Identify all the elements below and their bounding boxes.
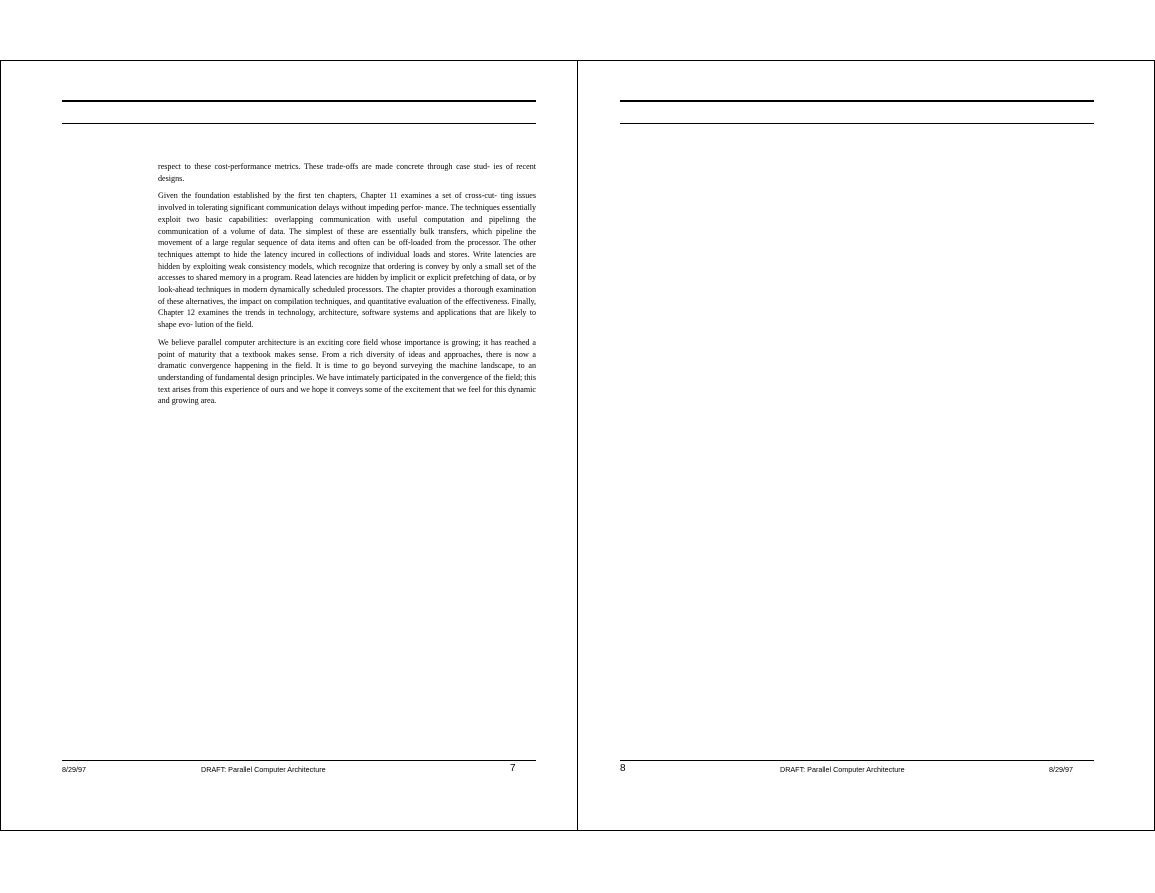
footer-date: 8/29/97 [62, 765, 86, 774]
footer-rule [620, 760, 1094, 761]
header-rule-thick [620, 100, 1094, 102]
footer-title: DRAFT: Parallel Computer Architecture [201, 765, 326, 774]
page-number: 8 [620, 763, 626, 774]
paragraph: Given the foundation established by the first ten chapters, Chapter 11 examines a set of cross-cut- ting issues involved in tolerating significant communication delays without impeding perfor- mance. The techniques essentially exploit two basic capabilities: overlapping communication with useful computation and pipelinng the communication of a volume of data. The simplest of these are essentially bulk transfers, which pipeline the movement of a large regular sequence of data items and often can be off-loaded from the processor. The other techniques attempt to hide the latency incured in collections of individual loads and stores. Write latencies are hidden by exploiting weak consistency models, which recognize that ordering is convey by only a small set of the accesses to shared memory in a program. Read latencies are hidden by implicit or explicit prefetching of data, or by look-ahead techniques in modern dynamically scheduled processors. The chapter provides a thorough examination of these alternatives, the impact on compilation techniques, and quantitative evaluation of the effectiveness. Finally, Chapter 12 examines the trends in technology, architecture, software systems and applications that are likely to shape evo- lution of the field. [158, 191, 536, 330]
page-number: 7 [510, 763, 516, 774]
footer-title: DRAFT: Parallel Computer Architecture [780, 765, 905, 774]
header-rule-thin [620, 123, 1094, 124]
body-text [158, 161, 536, 413]
header-rule-thin [62, 123, 536, 124]
footer-rule [62, 760, 536, 761]
footer-date: 8/29/97 [1049, 765, 1073, 774]
paragraph: respect to these cost-performance metrics. These trade-offs are made concrete through case stud- ies of recent designs. [158, 162, 536, 183]
left-page [0, 60, 578, 831]
right-page [577, 60, 1155, 831]
header-rule-thick [62, 100, 536, 102]
paragraph: We believe parallel computer architecture is an exciting core field whose importance is growing; it has reached a point of maturity that a textbook makes sense. From a rich diversity of ideas and approaches, there is now a dramatic convergence happening in the field. It is time to go beyond surveying the machine landscape, to an understanding of fundamental design principles. We have intimately participated in the convergence of the field; this text arises from this experience of ours and we hope it conveys some of the excitement that we feel for this dynamic and growing area. [158, 337, 536, 406]
